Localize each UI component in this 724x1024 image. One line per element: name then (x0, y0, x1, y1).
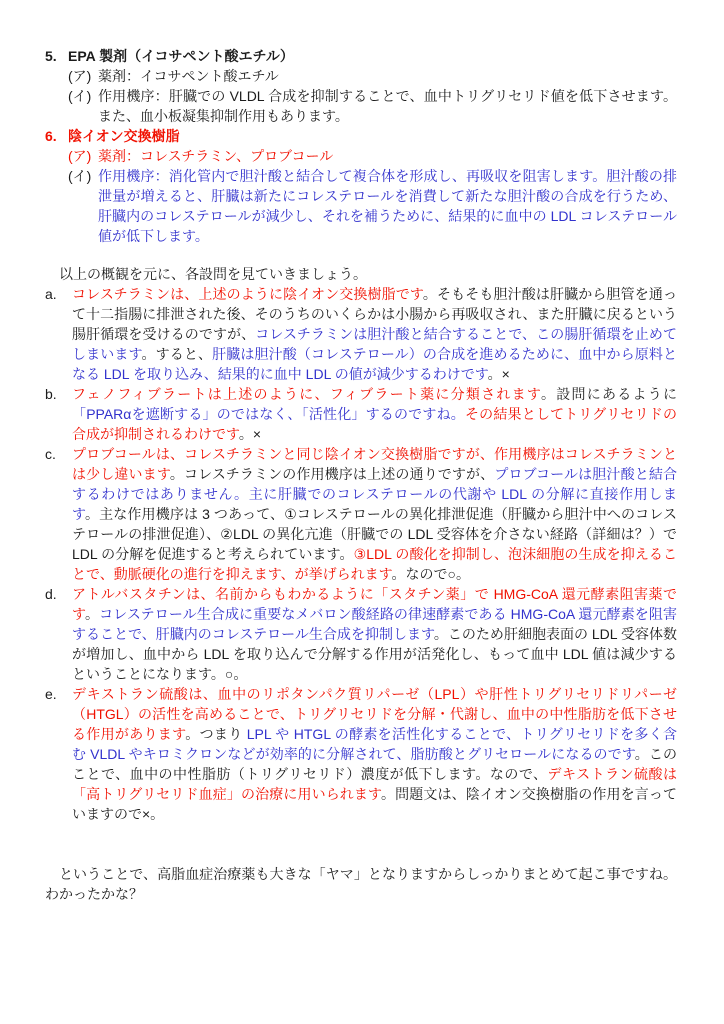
text-run-black: (イ) (68, 88, 92, 104)
text-run-black: c. (45, 446, 56, 462)
text-run-black: 。すると、 (141, 346, 213, 362)
subitem-label (68, 86, 98, 106)
text-run-black: 。 (84, 606, 100, 622)
text-run-black: ということで、高脂血症治療薬も大きな「ヤマ」となりますからしっかりまとめて起こ事ですね。わかったかな？ (45, 866, 677, 902)
text-run-black: a. (45, 286, 57, 302)
section-5-item-a (45, 66, 677, 86)
text-run-black: 。主な作用機序は 3 つあって、①コレステロールの異化排泄促進（肝臓から胆汁中へのコレステロールの排泄促進）、②LDL の異化亢進（肝臓での LDL 受容体を介さない経路（詳細は？）で LDL の分解を促進すると考えられています。 (72, 506, 677, 562)
answer-item-e (45, 684, 677, 824)
answer-item-d (45, 584, 677, 684)
item-text (72, 384, 677, 444)
section-title (68, 126, 677, 146)
intro-paragraph (45, 264, 677, 284)
text-run-black: d. (45, 586, 57, 602)
text-run-black: EPA 製剤（イコサペント酸エチル） (68, 48, 294, 64)
text-run-red: 6. (45, 128, 57, 144)
item-text (72, 444, 677, 584)
subitem-label (68, 146, 98, 166)
text-run-black: 薬剤：イコサペント酸エチル (98, 68, 279, 84)
text-run-red: 薬剤：コレスチラミン、プロブコール (98, 148, 334, 164)
answer-item-c (45, 444, 677, 584)
text-run-black: 。なので○。 (391, 566, 470, 582)
item-text (72, 684, 677, 824)
text-run-blue: コレステロール生合成に重要なメバロン酸経路の律速酵素である HMG-CoA 還元酵素を阻害することで、肝臓内のコレステロール生合成を抑制します (72, 606, 677, 642)
text-run-red: その結果としてトリグリセリドの合成が抑制されるわけです (72, 406, 677, 442)
subitem-label (68, 66, 98, 86)
section-6 (45, 126, 677, 246)
text-run-blue: 「PPARαを遮断する」のではなく、「活性化」するのですね。 (72, 406, 465, 422)
text-run-red: (ア) (68, 148, 92, 164)
answer-item-b (45, 384, 677, 444)
subitem-text (98, 166, 677, 246)
text-run-red: プロブコールは、コレスチラミンと同じ陰イオン交換樹脂ですが、作用機序はコレスチラミンとは少し違います (72, 446, 677, 482)
section-number (45, 126, 68, 146)
answer-item-a (45, 284, 677, 384)
text-run-red: デキストラン硫酸は「高トリグリセリド血症」の治療に用いられます (72, 766, 677, 802)
text-run-black: 。× (238, 426, 262, 442)
text-run-blue: 作用機序：消化管内で胆汁酸と結合して複合体を形成し、再吸収を阻害します。胆汁酸の排泄量が増えると、肝臓は新たにコレステロールを消費して新たな胆汁酸の合成を行うため、肝臓内のコレステロールが減少し、それを補うために、結果的に血中の LDL コレステロール値が低下します。 (98, 168, 677, 244)
text-run-black: 。× (487, 366, 510, 382)
text-run-blue: プロブコールは胆汁酸と結合するわけではありません。主に肝臓でのコレステロールの代謝や LDL の分解に直接作用します (72, 466, 677, 522)
text-run-black: 。設問にあるように (541, 386, 678, 402)
item-text (72, 584, 677, 684)
text-run-blue: コレスチラミンは胆汁酸と結合することで、この腸肝循環を止めてしまいます (72, 326, 677, 362)
section-6-item-b (45, 166, 677, 246)
item-letter (45, 584, 72, 604)
item-letter (45, 384, 72, 404)
section-title (68, 46, 677, 66)
item-letter (45, 444, 72, 464)
text-run-black: 5. (45, 48, 57, 64)
item-text (72, 284, 677, 384)
text-run-red: 陰イオン交換樹脂 (68, 128, 180, 144)
text-run-black: 。つまり (185, 726, 247, 742)
text-run-black: (ア) (68, 68, 92, 84)
item-letter (45, 684, 72, 704)
text-run-black: 。問題文は、陰イオン交換樹脂の作用を言っていますので×。 (72, 786, 677, 822)
subitem-text (98, 66, 677, 86)
text-run-red: アトルバスタチンは、名前からもわかるように「スタチン薬」で HMG-CoA 還元酵素阻害薬です (72, 586, 677, 622)
text-run-black: 。このため肝細胞表面の LDL 受容体数が増加し、血中から LDL を取り込んで分解する作用が活発化し、もって血中 LDL 値は減少するということになります。○。 (72, 626, 677, 682)
section-number (45, 46, 68, 66)
text-run-black: 。そもそも胆汁酸は肝臓から胆管を通って十二指腸に排泄された後、そのうちのいくらかは小腸から再吸収され、また肝臓に戻るという腸肝循環を受けるのですが、 (72, 286, 677, 342)
text-run-black: (イ) (68, 168, 92, 184)
text-run-red: ③LDL の酸化を抑制し、泡沫細胞の生成を抑えることで、動脈硬化の進行を抑えます、が挙げられます (72, 546, 677, 582)
text-run-black: 以上の概観を元に、各設問を見ていきましょう。 (59, 266, 367, 282)
text-run-black: 作用機序：肝臓での VLDL 合成を抑制することで、血中トリグリセリド値を低下させます。また、血小板凝集抑制作用もあります。 (98, 88, 677, 124)
section-5 (45, 46, 677, 126)
text-run-blue: 肝臓は胆汁酸（コレステロール）の合成を進めるために、血中から原料となる LDL を取り込み、結果的に血中 LDL の値が減少するわけです (72, 346, 677, 382)
subitem-text (98, 146, 677, 166)
section-5-title-row (45, 46, 677, 66)
text-run-blue: LPL や HTGL の酵素を活性化することで、トリグリセリドを多く含む VLDL やキロミクロンなどが効率的に分解されて、脂肪酸とグリセロールになるのです (72, 726, 678, 762)
text-run-black: 。このことで、血中の中性脂肪（トリグリセリド）濃度が低下します。なので、 (72, 746, 678, 782)
text-run-black: e. (45, 686, 57, 702)
text-run-black: b. (45, 386, 57, 402)
section-6-title-row (45, 126, 677, 146)
subitem-label (68, 166, 98, 186)
text-run-black: 。コレスチラミンの作用機序は上述の通りですが、 (169, 466, 495, 482)
item-letter (45, 284, 72, 304)
text-run-red: コレスチラミンは、上述のように陰イオン交換樹脂です (72, 286, 423, 302)
closing-paragraph (45, 864, 677, 904)
text-run-red: デキストラン硫酸は、血中のリポタンパク質リパーゼ（LPL）や肝性トリグリセリドリパーゼ（HTGL）の活性を高めることで、トリグリセリドを分解・代謝し、血中の中性脂肪を低下させる作用があります (72, 686, 677, 742)
section-5-item-b (45, 86, 677, 126)
section-6-item-a (45, 146, 677, 166)
text-run-red: フェノフィブラートは上述のように、フィブラート薬に分類されます (72, 386, 541, 402)
subitem-text (98, 86, 677, 126)
